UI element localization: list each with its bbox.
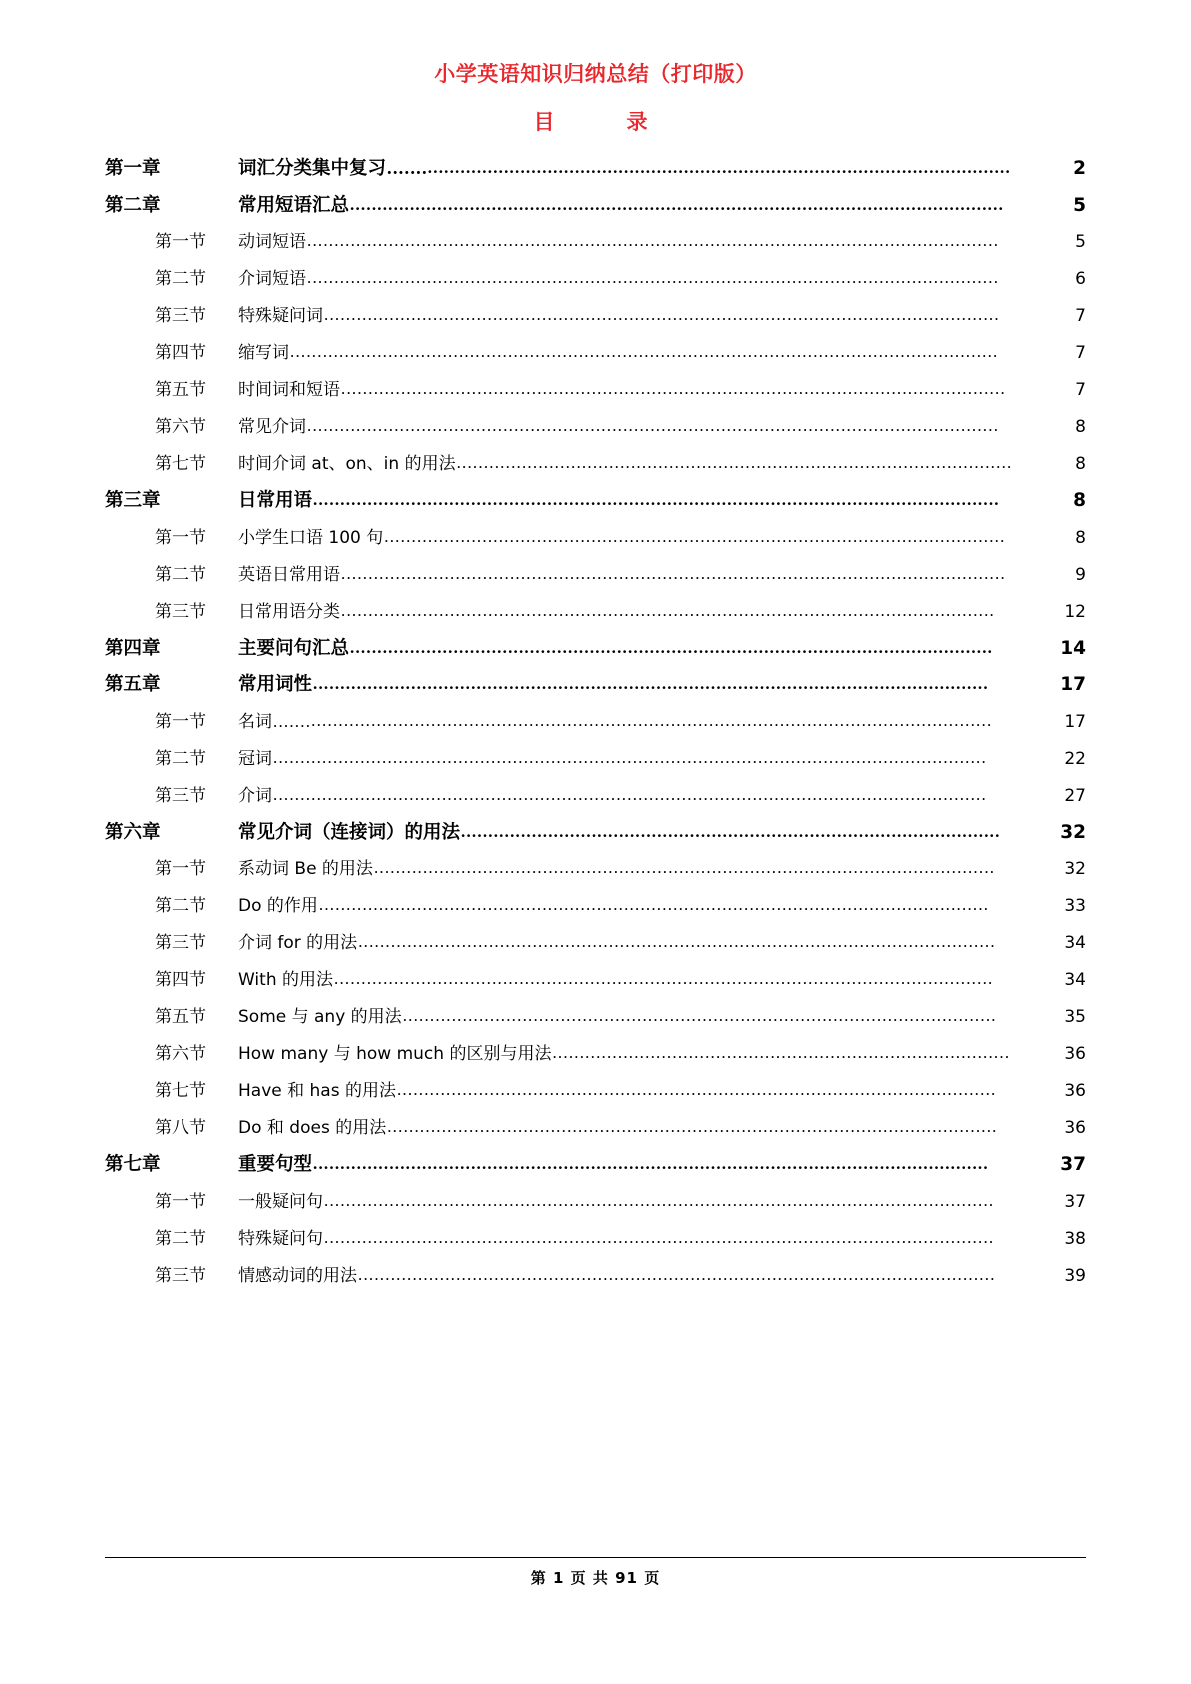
toc-entry-label: 第七章 xyxy=(105,1154,161,1175)
toc-section-row[interactable] xyxy=(105,1193,1086,1211)
toc-leader-dots: ........................................................................................................................ xyxy=(350,195,1005,213)
toc-entry-title: 一般疑问句 xyxy=(238,1191,323,1212)
toc-entry-page: 32 xyxy=(1064,859,1086,879)
toc-entry-title: 日常用语分类 xyxy=(238,601,340,622)
toc-leader-dots: ............................................................................................................................ xyxy=(324,306,1000,323)
toc-entry-title: With 的用法 xyxy=(238,970,334,990)
toc-leader-dots: ...................................................................................................................... xyxy=(350,638,994,656)
page-title: 小学英语知识归纳总结（打印版） xyxy=(434,62,757,86)
toc-leader-dots: ........................................................................................................................... xyxy=(324,1191,995,1209)
toc-entry-page: 38 xyxy=(1064,1228,1086,1249)
toc-entry-page: 8 xyxy=(1075,454,1086,474)
toc-entry-label: 第一节 xyxy=(155,711,206,732)
toc-section-row[interactable] xyxy=(105,307,1086,325)
toc-entry-title: 特殊疑问词 xyxy=(238,306,323,326)
toc-entry-page: 22 xyxy=(1064,748,1086,769)
toc-leader-dots: ............................................................................................................................... xyxy=(307,269,1000,286)
toc-entry-label: 第一节 xyxy=(155,1191,206,1212)
toc-entry-label: 第二节 xyxy=(155,896,206,916)
toc-entry-label: 第四节 xyxy=(155,343,206,363)
toc-leader-dots: ...................................................................................................... xyxy=(456,454,1013,471)
table-of-contents xyxy=(0,160,1191,1285)
toc-entry-page: 9 xyxy=(1075,564,1086,585)
toc-leader-dots: .............................................................................................................................. xyxy=(313,491,1000,508)
toc-entry-title: 时间词和短语 xyxy=(238,380,340,400)
toc-entry-page: 37 xyxy=(1060,1154,1086,1175)
toc-leader-dots: ..................................................................................................................... xyxy=(358,1265,996,1283)
toc-entry-label: 第六节 xyxy=(155,1044,206,1064)
toc-entry-page: 8 xyxy=(1075,527,1086,548)
toc-entry-label: 第一节 xyxy=(155,527,206,548)
toc-entry-label: 第三节 xyxy=(155,785,206,806)
toc-chapter-row[interactable] xyxy=(105,676,1086,695)
toc-entry-page: 5 xyxy=(1075,232,1086,252)
toc-entry-page: 8 xyxy=(1073,490,1086,511)
toc-chapter-row[interactable] xyxy=(105,821,1086,843)
toc-section-row[interactable] xyxy=(105,233,1086,251)
toc-entry-label: 第五章 xyxy=(105,674,161,695)
toc-entry-label: 第三节 xyxy=(155,1265,206,1286)
toc-entry-title: 常见介词 xyxy=(238,417,306,437)
toc-entry-page: 32 xyxy=(1060,821,1086,843)
toc-entry-label: 第六节 xyxy=(155,417,206,437)
toc-leader-dots: .................................................................................................................. xyxy=(384,527,1006,545)
toc-leader-dots: ....... xyxy=(273,711,312,731)
toc-entry-page: 36 xyxy=(1064,1044,1086,1064)
toc-section-row[interactable] xyxy=(105,566,1086,584)
toc-leader-dots: .................................................................................................................. xyxy=(373,859,996,876)
toc-entry-title: How many 与 how much 的区别与用法 xyxy=(238,1044,552,1064)
toc-entry-page: 35 xyxy=(1064,1007,1086,1027)
toc-entry-label: 第一节 xyxy=(155,232,206,252)
toc-entry-page: 34 xyxy=(1064,970,1086,990)
toc-section-row[interactable] xyxy=(105,1082,1086,1100)
toc-entry-label: 第六章 xyxy=(105,821,161,843)
toc-entry-title: Do 和 does 的用法 xyxy=(238,1118,387,1138)
toc-entry-title: 系动词 Be 的用法 xyxy=(238,859,373,879)
toc-section-row[interactable] xyxy=(105,971,1086,989)
toc-section-row[interactable] xyxy=(105,381,1086,399)
toc-entry-label: 第三节 xyxy=(155,933,206,953)
toc-chapter-row[interactable] xyxy=(105,160,1086,179)
toc-section-row[interactable] xyxy=(105,1008,1086,1026)
toc-chapter-row[interactable] xyxy=(105,194,1086,216)
toc-entry-label: 第一章 xyxy=(105,158,161,179)
toc-entry-page: 37 xyxy=(1064,1191,1086,1212)
toc-entry-label: 第三节 xyxy=(155,601,206,622)
toc-section-row[interactable] xyxy=(105,897,1086,915)
toc-entry-page: 6 xyxy=(1075,269,1086,289)
toc-section-row[interactable] xyxy=(105,750,1086,768)
toc-section-row[interactable] xyxy=(105,603,1086,621)
toc-chapter-row[interactable] xyxy=(105,492,1086,511)
toc-section-row[interactable] xyxy=(105,1267,1086,1285)
toc-leader-dots: ........................................................................................................................ xyxy=(341,601,995,619)
toc-entry-page: 27 xyxy=(1064,785,1086,806)
toc-entry-page: 39 xyxy=(1064,1265,1086,1286)
toc-entry-page: 14 xyxy=(1060,637,1086,659)
toc-entry-page: 33 xyxy=(1064,896,1086,916)
toc-leader-dots: ............................................................................................................................... xyxy=(307,417,1000,434)
toc-section-row[interactable] xyxy=(105,418,1086,436)
toc-entry-label: 第四节 xyxy=(155,970,206,990)
toc-section-row[interactable] xyxy=(105,1045,1086,1063)
toc-leader-dots: ................................................................................................................ xyxy=(387,1118,998,1135)
toc-leader-dots: .................................................................................... xyxy=(552,1044,1011,1061)
toc-entry-label: 第五节 xyxy=(155,380,206,400)
toc-leader-dots: ............................................................................................................................ xyxy=(313,675,989,692)
toc-entry-label: 第七节 xyxy=(155,454,206,474)
toc-section-row[interactable] xyxy=(105,860,1086,878)
toc-leader-dots: ........................................................................................................................... xyxy=(318,896,990,913)
toc-entry-title: Have 和 has 的用法 xyxy=(238,1081,396,1101)
page-footer: 第 1 页 共 91 页 xyxy=(530,1569,661,1587)
toc-entry-page: 36 xyxy=(1064,1081,1086,1101)
toc-entry-page: 7 xyxy=(1075,306,1086,326)
toc-section-row[interactable] xyxy=(105,344,1086,362)
toc-entry-label: 第二章 xyxy=(105,194,161,216)
toc-entry-title: 介词 for 的用法 xyxy=(238,933,358,953)
toc-entry-title: 常用词性 xyxy=(238,674,313,695)
toc-entry-title: 常用短语汇总 xyxy=(238,194,350,216)
toc-entry-page: 17 xyxy=(1060,674,1086,695)
toc-entry-page: 2 xyxy=(1073,158,1086,179)
toc-entry-page: 5 xyxy=(1073,194,1086,216)
toc-entry-page: 8 xyxy=(1075,417,1086,437)
toc-leader-dots: ............................................................................................................................ xyxy=(313,1155,989,1172)
toc-entry-page: 7 xyxy=(1075,343,1086,363)
toc-entry-label: 第七节 xyxy=(155,1081,206,1101)
toc-leader-dots: ................................................................................................... xyxy=(461,822,1001,840)
toc-entry-label: 第二节 xyxy=(155,269,206,289)
toc-entry-title: Some 与 any 的用法 xyxy=(238,1007,402,1027)
toc-leader-dots: .......................................................................................................................... xyxy=(341,380,1006,397)
toc-leader-dots: ............................................................................................................................. xyxy=(311,711,993,729)
toc-entry-label: 第三章 xyxy=(105,490,161,511)
toc-leader-dots: ................................................................................................................................... xyxy=(273,785,987,803)
toc-entry-label: 第五节 xyxy=(155,1007,206,1027)
toc-section-row[interactable] xyxy=(105,270,1086,288)
toc-entry-title: 时间介词 at、on、in 的用法 xyxy=(238,454,456,474)
toc-entry-title: 日常用语 xyxy=(238,490,313,511)
footer-divider xyxy=(105,1557,1086,1558)
toc-section-row[interactable] xyxy=(105,934,1086,952)
toc-entry-title: 介词 xyxy=(238,785,272,806)
toc-entry-page: 12 xyxy=(1064,601,1086,622)
toc-leader-dots: .................................................................................................................................. xyxy=(290,343,999,360)
toc-entry-title: 词汇分类集中复习 xyxy=(238,158,387,179)
toc-entry-title: 常见介词（连接词）的用法 xyxy=(238,821,461,843)
toc-entry-title: Do 的作用 xyxy=(238,896,318,916)
toc-entry-title: 冠词 xyxy=(238,748,272,769)
toc-section-row[interactable] xyxy=(105,713,1086,731)
toc-leader-dots: ............................................................................................................................... xyxy=(307,232,1000,249)
toc-entry-title: 特殊疑问句 xyxy=(238,1228,323,1249)
toc-leader-dots: ........................................................................................................................... xyxy=(324,1228,995,1246)
toc-entry-page: 7 xyxy=(1075,380,1086,400)
toc-section-row[interactable] xyxy=(105,529,1086,547)
toc-entry-page: 17 xyxy=(1064,711,1086,732)
toc-entry-label: 第二节 xyxy=(155,748,206,769)
toc-entry-label: 第二节 xyxy=(155,1228,206,1249)
toc-entry-title: 重要句型 xyxy=(238,1154,313,1175)
toc-entry-title: 名词 xyxy=(238,711,272,732)
toc-section-row[interactable] xyxy=(105,455,1086,473)
toc-section-row[interactable] xyxy=(105,1119,1086,1137)
toc-section-row[interactable] xyxy=(105,1230,1086,1248)
toc-section-row[interactable] xyxy=(105,787,1086,805)
toc-leader-dots: ............................................................................................................. xyxy=(402,1007,997,1024)
toc-leader-dots: ....... xyxy=(387,159,428,179)
toc-entry-title: 主要问句汇总 xyxy=(238,637,350,659)
toc-leader-dots: .............................................................................................................. xyxy=(396,1081,997,1098)
toc-leader-dots: .......................................................................................................................... xyxy=(341,564,1006,582)
toc-entry-label: 第四章 xyxy=(105,637,161,659)
toc-leader-dots: ................................................................................................................................... xyxy=(273,748,987,766)
toc-entry-label: 第二节 xyxy=(155,564,206,585)
toc-entry-label: 第一节 xyxy=(155,859,206,879)
toc-entry-title: 英语日常用语 xyxy=(238,564,340,585)
toc-heading: 目 录 xyxy=(533,110,658,134)
toc-leader-dots: ......................................................................................................................... xyxy=(334,970,994,987)
toc-entry-title: 情感动词的用法 xyxy=(238,1265,357,1286)
toc-entry-title: 介词短语 xyxy=(238,269,306,289)
toc-entry-label: 第八节 xyxy=(155,1118,206,1138)
toc-entry-page: 34 xyxy=(1064,933,1086,953)
toc-chapter-row[interactable] xyxy=(105,1156,1086,1175)
toc-entry-title: 小学生口语 100 句 xyxy=(238,527,384,548)
toc-entry-label: 第三节 xyxy=(155,306,206,326)
toc-entry-title: 缩写词 xyxy=(238,343,289,363)
toc-entry-title: 动词短语 xyxy=(238,232,306,252)
toc-entry-page: 36 xyxy=(1064,1118,1086,1138)
toc-chapter-row[interactable] xyxy=(105,637,1086,659)
toc-leader-dots: ..................................................................................................................... xyxy=(358,933,996,950)
toc-leader-dots: ........................................................................................................... xyxy=(427,159,1011,176)
